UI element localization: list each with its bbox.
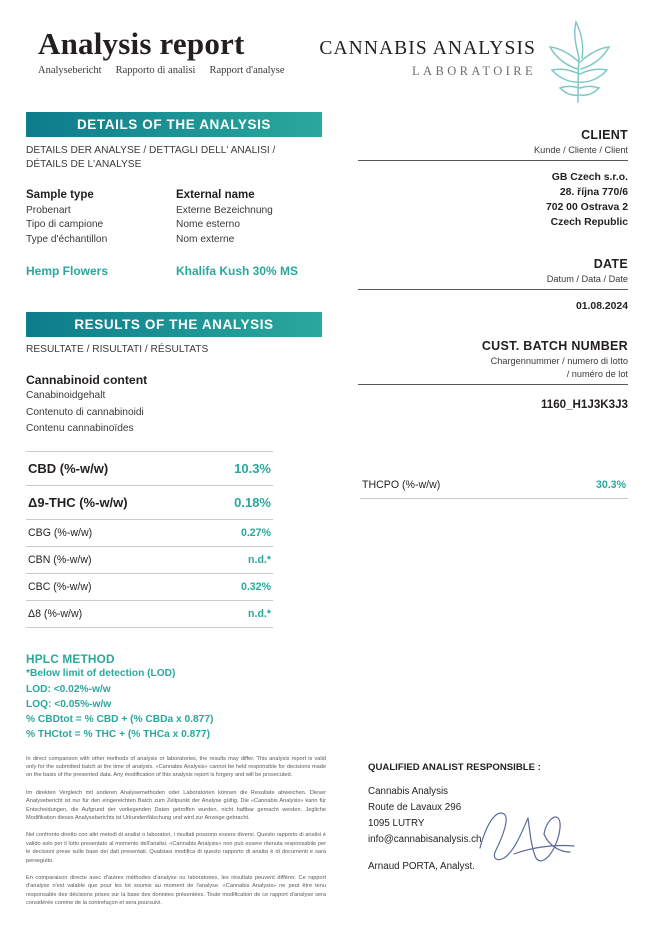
batch-block [358, 339, 628, 411]
analyte-value: 0.27% [240, 527, 271, 540]
client-block [358, 128, 628, 230]
client-subtitle: Kunde / Cliente / Client [534, 145, 628, 155]
right-analyte-table [360, 472, 628, 499]
signature-line-3: 1095 LUTRY [368, 817, 425, 829]
analyte-value: 30.3% [595, 479, 626, 491]
brand-logo [312, 22, 622, 94]
legal-fr: En comparaison directe avec d'autres méthodes d'analyse ou laboratoires, les résultats peuvent différer. Ce rapport d'analyse n'est valable que pour les lot soumis au moment de l'analyse. «Cannabis Analysis» ne peut être tenu responsable des décisions prises sur la base des données présentées. Toute modification de ce rapport d'analyse sera considérée comme de la contrefaçon et sera poursuivi. [26, 875, 326, 907]
results-band: RESULTS OF THE ANALYSIS [26, 312, 322, 337]
divider [358, 160, 628, 161]
signature-line-2: Route de Lavaux 296 [368, 801, 462, 813]
batch-title: CUST. BATCH NUMBER [481, 339, 628, 354]
table-row [26, 574, 273, 601]
legal-de: Im direkten Vergleich mit anderen Analysemethoden oder Laboratorien können die Resultate abweichen. Dieser Analysebericht ist nur für den eingereichten Batch zum Zeitpunkt der Analyse gültig. Die «Cannabis Analysis» kann für Entscheidungen, die Aufgrund der vorliegenden Daten getroffen wurden, nicht haftbar gemacht werden. Jegliche Modifikation dieses Analyseberichts ist Urkundenfälschung und wird zur Anzeige gebracht. [26, 789, 326, 822]
results-section [26, 312, 326, 628]
cannabinoid-content-title: Cannabinoid content [26, 372, 148, 387]
hplc-method-block [26, 652, 326, 742]
date-subtitle: Datum / Data / Date [546, 274, 628, 285]
hplc-line-2: LOD: <0.02%-w/w [26, 683, 111, 695]
hplc-title: HPLC METHOD [26, 652, 115, 667]
title-block [38, 28, 285, 76]
client-line-1: GB Czech s.r.o. [551, 172, 628, 183]
analyst-name: Arnaud PORTA, Analyst. [368, 861, 475, 873]
analyte-value: n.d.* [248, 608, 271, 621]
analyte-name: CBD (%-w/w) [28, 461, 109, 477]
signature-line-1: Cannabis Analysis [368, 786, 449, 797]
sample-type-value: Hemp Flowers [26, 263, 109, 278]
table-row [26, 601, 273, 628]
client-title: CLIENT [581, 128, 628, 142]
sample-type-de: Probenart [26, 204, 71, 216]
sample-type-fr: Type d'échantillon [26, 234, 108, 246]
batch-subtitle-1: Chargennummer / numero di lotto [490, 356, 628, 367]
sample-type-it: Tipo di campione [26, 219, 104, 231]
analyte-name: CBN (%-w/w) [28, 554, 92, 567]
divider [358, 384, 628, 385]
title-translation-fr: Rapport d'analyse [209, 65, 285, 76]
legal-en: In direct comparison with other methods of analysis or laboratories, the results may differ. This analysis report is valid only for the submitted batch at the time of analysis. «Cannabis Analysis» cannot be held responsible for decisions made on the basis of the presented data. Any modification of this analysis report is forgery and will be prosecuted. [26, 755, 326, 779]
hplc-line-5: % THCtot = % THC + (% THCa x 0.877) [26, 729, 210, 741]
external-name-it: Nome esterno [176, 219, 240, 231]
title-translation-de: Analysebericht [38, 65, 102, 76]
right-column [358, 128, 628, 411]
sample-info-table [26, 189, 326, 278]
cannabinoid-content-de: Canabinoidgehalt [26, 389, 106, 401]
page-title: Analysis report [38, 26, 245, 61]
external-name-fr: Nom externe [176, 234, 235, 246]
details-band-subtitle [26, 144, 326, 172]
details-band: DETAILS OF THE ANALYSIS [26, 112, 322, 137]
legal-it: Nel confronto diretto con altri metodi di analisi o laboratori, i risultati possono essere diversi. Questo rapporto di analisi è valido solo per il lotto presentato al momento dell'analisi. «Cannabis Analysis» non può essere ritenuta responsabile per le decisioni prese sulle base dei dati presentati. Qualsiasi modifica di questo rapporto di analisi è di documenti e sarà perseguito. [26, 832, 326, 864]
cannabis-leaf-icon [540, 18, 616, 104]
details-sub-line-2: DÉTAILS DE L'ANALYSE [26, 158, 142, 170]
signature-block [368, 762, 628, 872]
table-row [26, 520, 273, 547]
table-row [26, 486, 273, 520]
table-row [26, 451, 273, 486]
sample-type-column [26, 189, 176, 278]
analyte-name: CBG (%-w/w) [28, 527, 93, 540]
legal-disclaimer [26, 755, 326, 908]
external-name-header: External name [176, 188, 255, 201]
external-name-value: Khalifa Kush 30% MS [176, 263, 299, 278]
client-line-3: 702 00 Ostrava 2 [545, 202, 628, 214]
analyte-name: CBC (%-w/w) [28, 581, 92, 594]
table-row [360, 472, 628, 499]
date-value: 01.08.2024 [575, 301, 628, 313]
signature-address [368, 784, 628, 847]
analyte-name: Δ8 (%-w/w) [28, 608, 83, 621]
report-header [32, 0, 622, 96]
hplc-line-1: *Below limit of detection (LOD) [26, 668, 176, 680]
cannabinoid-content-it: Contenuto di cannabinoidi [26, 406, 144, 418]
title-translations [38, 65, 285, 76]
batch-value: 1160_H1J3K3J3 [540, 398, 628, 412]
divider [358, 289, 628, 290]
sample-type-header: Sample type [26, 188, 94, 201]
analyte-value: 0.18% [234, 495, 271, 511]
details-sub-line-1: DETAILS DER ANALYSE / DETTAGLI DELL' ANALISI / [26, 145, 276, 156]
results-band-subtitle: RESULTATE / RISULTATI / RÉSULTATS [26, 343, 209, 355]
signature-title: QUALIFIED ANALIST RESPONSIBLE : [368, 762, 541, 773]
hplc-line-4: % CBDtot = % CBD + (% CBDa x 0.877) [26, 714, 214, 726]
hplc-line-3: LOQ: <0.05%-w/w [26, 698, 112, 710]
date-title: DATE [593, 257, 628, 272]
date-block [358, 257, 628, 312]
external-name-de: Externe Bezeichnung [176, 204, 273, 216]
title-translation-it: Rapporto di analisi [115, 65, 196, 76]
table-row [26, 547, 273, 574]
analyte-name: Δ9-THC (%-w/w) [28, 495, 128, 511]
analyte-value: 0.32% [240, 581, 271, 594]
brand-name: CANNABIS ANALYSIS [319, 38, 536, 59]
cannabinoid-content-fr: Contenu cannabinoïdes [26, 423, 134, 435]
signature-line-4: info@cannabisanalysis.ch [368, 833, 482, 845]
client-line-2: 28. října 770/6 [559, 187, 628, 199]
brand-subtitle: LABORATOIRE [412, 64, 536, 78]
client-address [358, 170, 628, 230]
batch-subtitle-2: / numéro de lot [566, 369, 628, 380]
client-line-4: Czech Republic [550, 217, 628, 229]
left-column [26, 112, 326, 917]
analyte-name: THCPO (%-w/w) [362, 479, 441, 491]
left-analyte-table [26, 451, 273, 628]
analyte-value: 10.3% [234, 461, 271, 477]
external-name-column [176, 189, 326, 278]
analyte-value: n.d.* [248, 554, 271, 567]
